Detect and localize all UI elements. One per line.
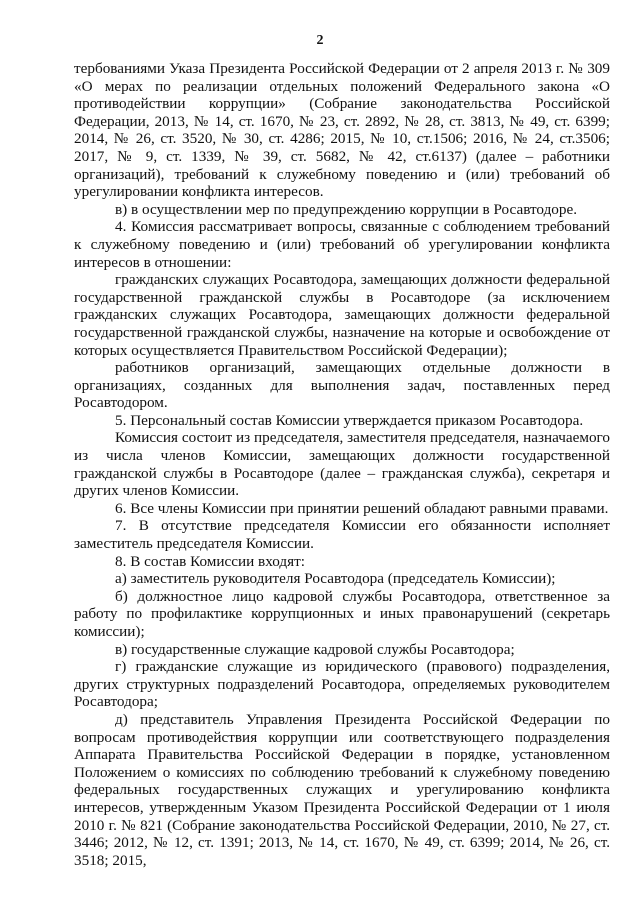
paragraph-commission-composition: Комиссия состоит из председателя, заместителя председателя, назначаемого из числа членов Комиссии, замещающих должности государственной гражданской службы в Росавтодоре (далее – гражданская служба), секретаря и других членов Комиссии.	[74, 429, 610, 500]
paragraph-item-g: г) гражданские служащие из юридического (правового) подразделения, других структурных подразделений Росавтодора, определяемых руководителем Росавтодора;	[74, 658, 610, 711]
paragraph-clause-5: 5. Персональный состав Комиссии утверждается приказом Росавтодора.	[115, 411, 584, 429]
paragraph-organization-employees: работников организаций, замещающих отдельные должности в организациях, созданных для выполнения задач, поставленных перед Росавтодором.	[74, 359, 610, 412]
paragraph-item-d: д) представитель Управления Президента Российской Федерации по вопросам противодействия коррупции или соответствующего подразделения Аппарата Правительства Российской Федерации в порядке, установленном Положением о комиссиях по соблюдению требований к служебному поведению федеральных государственных служащих и урегулированию конфликта интересов, утвержденным Указом Президента Российской Федерации от 1 июля 2010 г. № 821 (Собрание законодательства Российской Федерации, 2010, № 27, ст. 3446; 2012, № 12, ст. 1391; 2013, № 14, ст. 1670, № 49, ст. 6399; 2014, № 26, ст. 3518; 2015,	[74, 710, 610, 869]
paragraph-item-v: в) государственные служащие кадровой службы Росавтодора;	[115, 640, 515, 658]
paragraph-continuation: тербованиями Указа Президента Российской Федерации от 2 апреля 2013 г. № 309 «О мерах по реализации отдельных положений Федерального закона «О противодействии коррупции» (Собрание законодательства Российской Федерации, 2013, № 14, ст. 1670, № 23, ст. 2892, № 28, ст. 3813, № 49, ст. 6399; 2014, № 26, ст. 3520, № 30, ст. 4286; 2015, № 10, ст.1506; 2016, № 24, ст.3506; 2017, № 9, ст. 1339, № 39, ст. 5682, № 42, ст.6137) (далее – работники организаций), требований к служебному поведению и (или) требований об урегулировании конфликта интересов.	[74, 60, 610, 201]
paragraph-item-b: б) должностное лицо кадровой службы Росавтодора, ответственное за работу по профилактике коррупционных и иных правонарушений (секретарь комиссии);	[74, 587, 610, 640]
paragraph-clause-6: 6. Все члены Комиссии при принятии решений обладают равными правами.	[115, 499, 609, 517]
paragraph-clause-4: 4. Комиссия рассматривает вопросы, связанные с соблюдением требований к служебному поведению и (или) требований об урегулировании конфликта интересов в отношении:	[74, 218, 610, 271]
paragraph-item-v-prevention: в) в осуществлении мер по предупреждению коррупции в Росавтодоре.	[115, 200, 578, 218]
paragraph-civil-servants: гражданских служащих Росавтодора, замещающих должности федеральной государственной гражданской службы в Росавтодоре (за исключением гражданских служащих Росавтодора, замещающих должности федеральной государственной гражданской службы, назначение на которые и освобождение от которых осуществляется Правительством Российской Федерации);	[74, 271, 610, 359]
page-number: 2	[316, 33, 324, 48]
paragraph-clause-8: 8. В состав Комиссии входят:	[115, 552, 305, 570]
paragraph-clause-7: 7. В отсутствие председателя Комиссии его обязанности исполняет заместитель председателя Комиссии.	[74, 517, 610, 553]
paragraph-item-a: а) заместитель руководителя Росавтодора (председатель Комиссии);	[115, 570, 556, 588]
document-body	[74, 60, 610, 869]
